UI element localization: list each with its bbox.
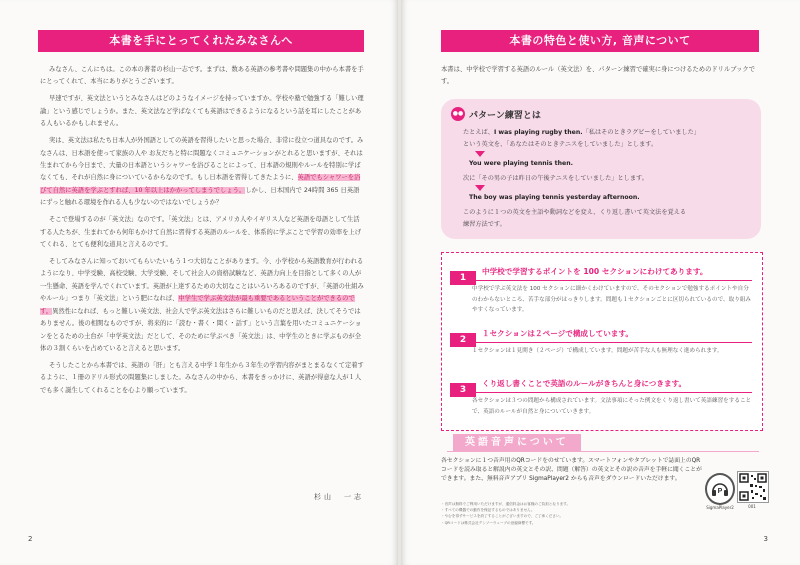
page-number: 3 — [763, 535, 768, 543]
audio-heading-rule — [447, 451, 759, 452]
paragraph: 早速ですが、英文法というとみなさんはどのようなイメージを持っていますか。学校や塾で勉強する「難しい理論」という感じでしょうか。また、英文法など学ばなくても英語はできるようになるという話を耳にしたことがある人もいるかもしれません。 — [40, 95, 364, 128]
paragraph-text: 異然性になれば、もっと難しい英文法、社会人で学ぶ英文法はさらに難しいものだと思えば、決してそうではありません。後の相関なものですが、将来的に「読む・書く・聞く・話す」という言葉を用いたコミュニケーションをとるための土台が「中学英文法」だとして、そのために学ぶべき「英文法」は、中学生のときに学ぶものが全体の３割くらいを占めていると言えると思います。 — [40, 307, 362, 352]
pattern-english: The boy was playing tennis yesterday afternoon. — [469, 194, 640, 201]
feature-number: 3 — [450, 383, 476, 397]
audio-note: ・すべての機器での動作を保証するものではありません。 — [441, 508, 535, 513]
feature-title: くり返し書くことで英語のルールがきちんと身につきます。 — [482, 379, 687, 388]
paragraph-text: 時間 365 日英語にずっと触れる環境を作れる人も少ないのではないでしょうか？ — [40, 186, 360, 207]
feature-number: 2 — [450, 333, 476, 347]
pattern-line: という英文を、「あなたはそのときテニスをしていました」とします。 — [463, 141, 658, 148]
page-number: 2 — [28, 535, 33, 543]
audio-note: ・音声は無料でご利用いただけますが、通信料金はお客様のご負担となります。 — [441, 502, 571, 506]
feature-description: 各セクションは３つの問題から構成されています。文法事項にそった例文をくり返し書いて英語練習をすることで、英語のルールが自然と身についていきます。 — [472, 398, 752, 415]
pattern-badge-icon: ●● — [451, 107, 465, 121]
intro-text: 本書は、中学校で学習する英語のルール（英文法）を、パターン練習で確実に身につけるためのドリルブックです。 — [441, 66, 756, 86]
paragraph — [40, 256, 365, 355]
pattern-line: 次に「その男の子は昨日の午後テニスをしていました」とします。 — [463, 175, 648, 182]
pattern-english: I was playing rugby then. — [493, 129, 583, 136]
pattern-practice-box — [441, 99, 761, 239]
qr-label: 001 — [748, 504, 756, 509]
qr-code-graphic — [738, 472, 768, 502]
paragraph-text: しかし、日本国内で 24 — [245, 186, 312, 194]
audio-note: ・QRコードは株式会社デンソーウェーブの登録商標です。 — [441, 520, 536, 525]
sigmaplayer-app-icon — [705, 473, 735, 505]
paragraph: そうしたことから本書では、英語の「肝」とも言える中学１年生から３年生の学習内容がまとまるなくて定着するように、１冊のドリル形式の問題集にしました。みなさんの中から、本書をきっかけに、英語が得意な人が１人でも多く誕生してくれることを心より願っています。 — [40, 361, 364, 394]
paragraph-text: そしてみなさんに知っておいてもらいたいもう１つ大切なことがあります。今、小学校から英語教育が行われるようになり、中学受験、高校受験、大学受験、そして社会人の資格試験など、英語力向上を目指として多くの人が一生懸命、英語を学んでくれています。英語が上達するための大切なことはいろいろあるのですが、「英語の仕組みやルール」つまり「英文法」という肥になれば、 — [40, 258, 364, 303]
audio-note: ・やむを得ずサービスを終了することがございますので、ご了承ください。 — [441, 514, 564, 519]
feature-divider — [450, 342, 752, 343]
paragraph: そこで登場するのが「英文法」なのです。「英文法」とは、アメリカ人やイギリス人など英語を母語として生活する人たちが、生まれてから何年もかけて自然に習得する英語のルールを、体系的に学ぶことで学習の効率を上げてくれる、とても便利な道具と言えるのです。 — [40, 216, 362, 249]
pattern-line — [463, 127, 700, 136]
feature-item — [450, 265, 752, 313]
down-arrow-icon — [475, 151, 485, 157]
feature-item — [450, 377, 752, 415]
app-label: SigmaPlayer2 — [706, 505, 734, 510]
feature-description: １セクションは１見開き（２ページ）で構成しています。問題が苦手な人も無理なく進められます。 — [472, 348, 723, 354]
pattern-english-line — [469, 194, 640, 201]
qr-code-icon — [737, 471, 769, 503]
pattern-heading — [451, 107, 541, 121]
audio-description: 各セクションに１つ音声用のQRコードをのせています。スマートフォンやタブレットで誌面上のQRコードを読み取ると解説内の英文とその訳、問題（解答）の英文とその訳の音声を手軽に聞くことができます。また、無料音声アプリ SigmaPlayer2 からも音声をダウンロードいただけます。 — [441, 458, 702, 482]
feature-divider — [450, 280, 752, 281]
highlighted-text: 中学生で学ぶ英文法が最も重要であるということができるのです。 — [40, 295, 355, 315]
right-page — [401, 0, 800, 565]
highlighted-text: 英語でもシャワーを浴びて自然に英語を学ぶとすれば、10 年以上はかかってしまうでしょう。 — [40, 174, 361, 194]
feature-item — [450, 327, 752, 354]
paragraph — [40, 135, 365, 209]
right-page-title: 本書の特色と使い方, 音声について — [441, 30, 759, 52]
feature-title: 中学校で学習するポイントを 100 セクションにわけてあります。 — [482, 267, 708, 276]
pattern-text: 「私はそのときラグビーをしていました」 — [582, 129, 700, 136]
feature-divider — [450, 392, 752, 393]
pattern-english-line — [469, 160, 573, 167]
left-page-body — [40, 64, 365, 402]
headphones-icon — [710, 479, 730, 499]
pattern-line: 練習方法です。 — [463, 221, 506, 228]
feature-description: 中学校で学ぶ英文法を 100 セクションに細かくわけていますので、そのセクションで勉強するポイントや自分のわからないところ、苦手な部分がはっきりします。問題も１セクションごとに区切られているので、取り組みやすくなっています。 — [472, 286, 752, 313]
feature-title: １セクションは２ページで構成しています。 — [482, 329, 633, 338]
pattern-text: たとえば、 — [463, 129, 494, 136]
paragraph: みなさん、こんにちは。この本の著者の杉山一志です。まずは、数ある英語の参考書や問題集の中から本書を手にとってくれて、本当にありがとうございます。 — [40, 66, 364, 86]
left-page — [0, 0, 398, 565]
left-page-title: 本書を手にとってくれたみなさんへ — [38, 30, 364, 52]
audio-heading: 英語音声について — [453, 434, 581, 452]
pattern-heading-text: パターン練習とは — [469, 110, 541, 121]
pattern-line: このように１つの英文を主語や動詞などを変え、くり返し書いて英文法を覚える — [463, 209, 687, 216]
pattern-english: You were playing tennis then. — [469, 160, 573, 167]
author-name: 杉山 一志 — [314, 493, 364, 501]
svg-text:P: P — [717, 488, 723, 495]
features-box — [441, 252, 763, 431]
audio-notes — [441, 501, 703, 526]
paragraph-text: 実は、英文法は私たち日本人が外国語としての英語を習得したいと思った場合、非常に役立つ道具なのです。みなさんは、日本語を使って家族の人や お友だちと特に問題なくコミュニケーションがとれると思いますが、それは生まれてから今日まで、大量の日本語というシャワーを浴びることによって、日本語の規則やルールを特別に学ばなくても、それが自然に身についているからなのです。もし日本語を習得してきたように、 — [40, 137, 364, 182]
feature-number: 1 — [450, 271, 476, 285]
down-arrow-icon — [475, 185, 485, 191]
